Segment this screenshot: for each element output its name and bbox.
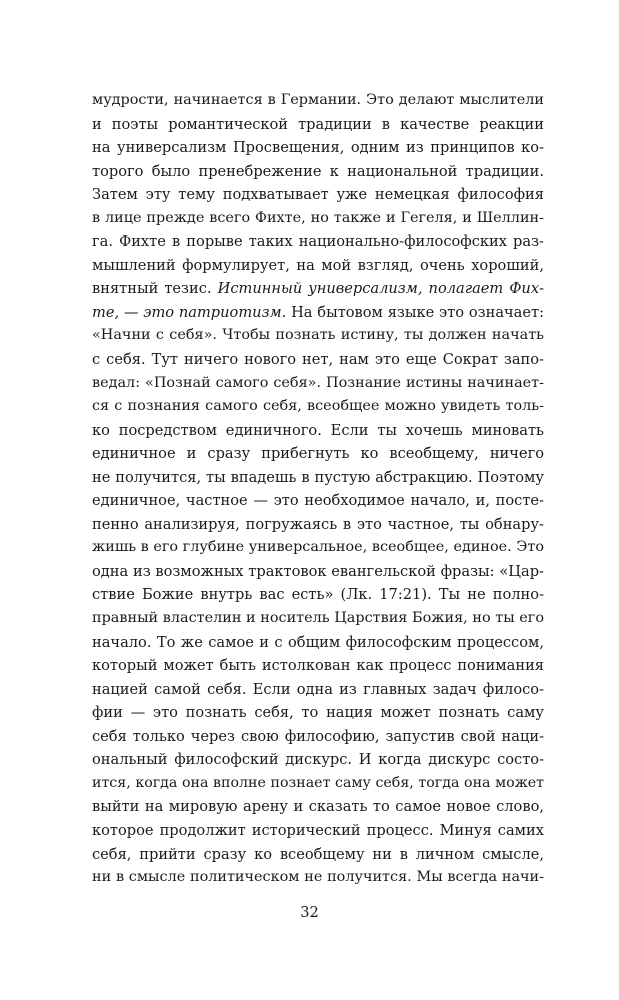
text-line-20: жишь в его глубине универсальное, всеобщее, единое. Это [92, 539, 544, 556]
text-line-3: на универсализм Просвещения, одним из принципов ко- [92, 139, 544, 157]
text-line-1: мудрости, начинается в Германии. Это делают мыслители [92, 92, 544, 108]
text-line-30: ится, когда она вполне познает саму себя, тогда она может [92, 774, 544, 791]
text-line-27: фии — это познать себя, то нация может познать саму [92, 704, 544, 722]
text-line-21: одна из возможных трактовок евангельской фразы: «Цар- [92, 562, 544, 580]
text-line-31: выйти на мировую арену и сказать то самое новое слово, [92, 798, 544, 816]
text-line-29: ональный философский дискурс. И когда дискурс состо- [92, 751, 544, 769]
text-line-10 [92, 301, 544, 325]
text-line-9 [92, 277, 544, 301]
text-line-2: и поэты романтической традиции в качестве реакции [92, 115, 544, 133]
text-line-17: не получится, ты впадешь в пустую абстракцию. Поэтому [92, 468, 544, 486]
text-line-13: ведал: «Познай самого себя». Познание истины начинает- [92, 374, 544, 391]
text-line-5: Затем эту тему подхватывает уже немецкая философия [92, 186, 544, 204]
text-line-7: га. Фихте в порыве таких национально-философских раз- [92, 233, 544, 251]
text-line-33: себя, прийти сразу ко всеобщему ни в личном смысле, [92, 845, 544, 863]
text-line-16: единичное и сразу прибегнуть ко всеобщему, ничего [92, 445, 544, 463]
text-line-11: «Начни с себя». Чтобы познать истину, ты должен начать [92, 327, 544, 344]
text-line-26: нацией самой себя. Если одна из главных задач филосо- [92, 680, 544, 698]
text-line-22: ствие Божие внутрь вас есть» (Лк. 17:21). Ты не полно- [92, 586, 544, 604]
text-line-4: торого было пренебрежение к национальной традиции. [92, 162, 544, 180]
text-line-6: в лице прежде всего Фихте, но также и Гегеля, и Шеллин- [92, 209, 544, 226]
body-text [92, 89, 544, 890]
text-line-14: ся с познания самого себя, всеобщее можно увидеть толь- [92, 398, 544, 415]
text-line-23: правный властелин и носитель Царствия Божия, но ты его [92, 610, 544, 627]
text-line-32: которое продолжит исторический процесс. Минуя самих [92, 821, 544, 839]
text-line-10-italic: те, — это патриотизм. [92, 303, 287, 321]
text-line-8: мышлений формулирует, на мой взгляд, очень хороший, [92, 256, 544, 274]
text-line-9-italic: Истинный универсализм, полагает Фих- [217, 280, 544, 298]
text-line-28: себя только через свою философию, запустив свой наци- [92, 727, 544, 745]
text-line-10-regular: На бытовом языке это означает: [291, 303, 544, 321]
text-line-24: начало. То же самое и с общим философским процессом, [92, 633, 544, 651]
text-line-15: ко посредством единичного. Если ты хочешь миновать [92, 421, 544, 439]
text-line-18: единичное, частное — это необходимое начало, и, посте- [92, 492, 544, 510]
text-line-19: пенно анализируя, погружаясь в это частное, ты обнару- [92, 515, 544, 533]
text-line-12: с себя. Тут ничего нового нет, нам это еще Сократ запо- [92, 351, 544, 369]
text-line-9-regular: внятный тезис. [92, 280, 212, 298]
text-line-25: который может быть истолкован как процесс понимания [92, 657, 544, 675]
page-number: 32 [300, 904, 319, 921]
text-line-34: ни в смысле политическом не получится. Мы всегда начи- [92, 869, 544, 886]
